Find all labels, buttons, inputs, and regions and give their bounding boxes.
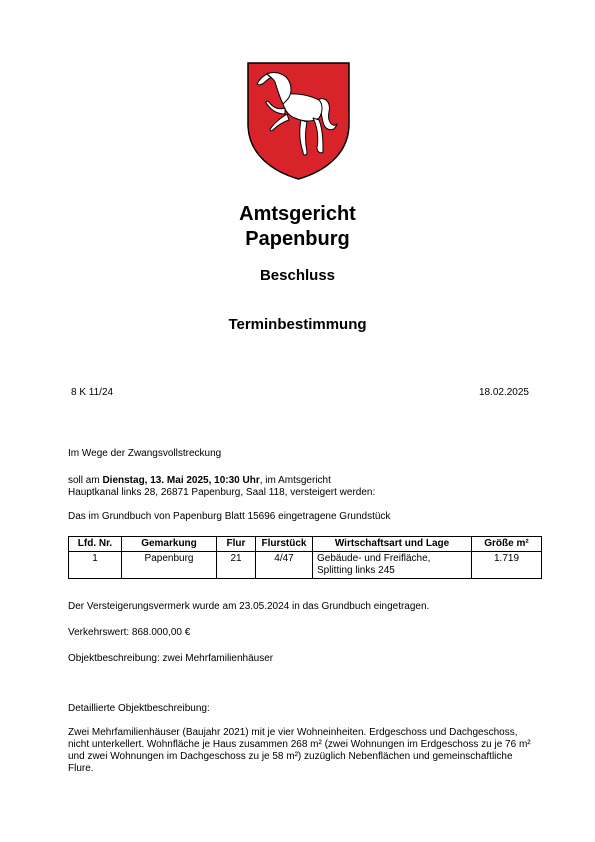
cell-nr: 1: [69, 552, 122, 579]
detail-heading: Detaillierte Objektbeschreibung:: [68, 703, 210, 714]
col-header-nr: Lfd. Nr.: [69, 537, 122, 552]
object-description-text: Objektbeschreibung: zwei Mehrfamilienhäuser: [68, 653, 274, 664]
cell-lage-line1: Gebäude- und Freifläche,: [317, 553, 431, 564]
market-value-text: Verkehrswert: 868.000,00 €: [68, 627, 191, 638]
schedule-prefix: soll am: [68, 475, 103, 486]
table-row: [69, 552, 542, 579]
court-name-line1: Amtsgericht: [239, 203, 356, 225]
cell-lage: [313, 552, 472, 579]
schedule-location: Hauptkanal links 28, 26871 Papenburg, Saal 118, versteigert werden:: [68, 487, 376, 498]
cell-flur: 21: [217, 552, 256, 579]
document-date: 18.02.2025: [478, 387, 529, 398]
lower-saxony-horse-crest-icon: [247, 62, 350, 180]
schedule-paragraph: [68, 475, 538, 499]
col-header-flur: Flur: [217, 537, 256, 552]
registry-text: Das im Grundbuch von Papenburg Blatt 15696 eingetragene Grundstück: [68, 511, 391, 522]
col-header-flurstueck: Flurstück: [256, 537, 313, 552]
registration-text: Der Versteigerungsvermerk wurde am 23.05.2024 in das Grundbuch eingetragen.: [68, 601, 430, 612]
cell-groesse: 1.719: [472, 552, 542, 579]
col-header-lage: Wirtschaftsart und Lage: [313, 537, 472, 552]
col-header-groesse: Größe m²: [472, 537, 542, 552]
case-number: 8 K 11/24: [71, 387, 114, 398]
col-header-gemarkung: Gemarkung: [122, 537, 217, 552]
court-name-line2: Papenburg: [245, 228, 350, 250]
document-subtitle: Terminbestimmung: [228, 316, 367, 333]
cell-lage-line2: Splitting links 245: [317, 565, 395, 576]
detail-description-text: Zwei Mehrfamilienhäuser (Baujahr 2021) mit je vier Wohneinheiten. Erdgeschoss und Dachgeschoss, nicht unterkellert. Wohnfläche je Haus zusammen 268 m² (zwei Wohnungen im Erdgeschoss zu je 76 m² und zwei Wohnungen im Dachgeschoss zu je 58 m²) zuzüglich Nebenflächen und gemeinschaftliche Flure.: [68, 727, 531, 774]
schedule-date: Dienstag, 13. Mai 2025, 10:30 Uhr: [102, 475, 260, 486]
cell-flurstueck: 4/47: [256, 552, 313, 579]
document-type: Beschluss: [259, 267, 336, 284]
table-header-row: [69, 537, 542, 552]
schedule-suffix: , im Amtsgericht: [259, 475, 331, 486]
intro-text: Im Wege der Zwangsvollstreckung: [68, 448, 222, 459]
property-table: [68, 536, 542, 579]
cell-gemarkung: Papenburg: [122, 552, 217, 579]
